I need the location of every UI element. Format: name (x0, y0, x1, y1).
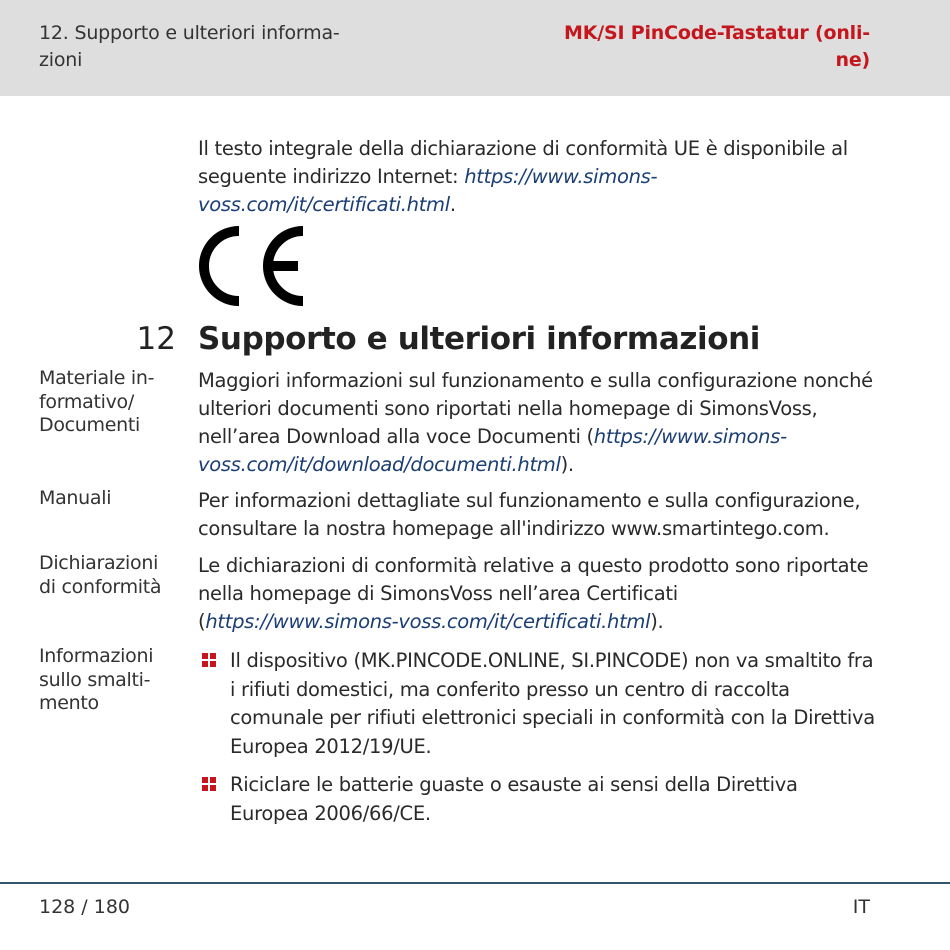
intro-suffix: . (449, 193, 456, 216)
declarations-suffix: ). (650, 610, 664, 633)
page-header (0, 0, 950, 96)
intro-paragraph (198, 135, 878, 219)
materials-text (198, 367, 878, 479)
intro-certificates-link[interactable]: https://www.simons-voss.com/it/certificati.html (198, 165, 658, 216)
materials-body: Maggiori informazioni sul funzionamento e sulla configurazione nonché ulteriori documenti sono riportati nella homepage di SimonsVoss, nell’area Download alla voce Documenti ( (198, 369, 873, 448)
manuals-label-line: Manuali (39, 487, 112, 509)
intro-text: Il testo integrale della dichiarazione di conformità UE è disponibile al seguente indirizzo Internet: (198, 137, 848, 188)
footer-divider (0, 882, 950, 884)
language-code: IT (852, 896, 870, 918)
product-header-line1: MK/SI PinCode-Tastatur (onli- (564, 22, 870, 44)
declarations-label (39, 552, 174, 599)
disposal-label-line: mento (39, 692, 99, 714)
disposal-label (39, 645, 174, 716)
chapter-header-line1: 12. Supporto e ulteriori informa- (39, 22, 340, 44)
materials-suffix: ). (560, 453, 574, 476)
product-header-line2: ne) (835, 49, 870, 71)
product-header (530, 20, 870, 74)
declarations-text (198, 552, 878, 636)
list-item-text: Il dispositivo (MK.PINCODE.ONLINE, SI.PINCODE) non va smaltito fra i rifiuti domestici, ma conferito presso un centro di raccolta comunale per rifiuti elettronici speciali in conformità con la Direttiva Europea 2012/19/UE. (230, 649, 875, 758)
disposal-list (198, 647, 878, 838)
page-number: 128 / 180 (39, 896, 131, 918)
disposal-label-line: sullo smalti- (39, 668, 151, 691)
declarations-label-line: di conformità (39, 575, 162, 598)
documents-link[interactable]: https://www.simons-voss.com/it/download/documenti.html (198, 425, 787, 476)
chapter-header-line2: zioni (39, 49, 83, 71)
list-item (198, 771, 878, 828)
declarations-body: Le dichiarazioni di conformità relative a questo prodotto sono riportate nella homepage di SimonsVoss nell’area Certificati ( (198, 554, 869, 633)
ce-mark-icon (198, 226, 308, 306)
materials-label (39, 367, 174, 438)
list-item-text: Riciclare le batterie guaste o esauste ai sensi della Direttiva Europea 2006/66/CE. (230, 773, 798, 825)
section-number: 12 (136, 321, 176, 357)
bullet-squares-icon (202, 653, 216, 667)
manuals-text: Per informazioni dettagliate sul funzionamento e sulla configurazione, consultare la nostra homepage all'indirizzo www.smartintego.com. (198, 489, 861, 540)
declarations-label-line: Dichiarazioni (39, 552, 159, 574)
materials-label-line: Documenti (39, 414, 141, 436)
certificates-link[interactable]: https://www.simons-voss.com/it/certificati.html (205, 610, 651, 633)
materials-label-line: formativo/ (39, 390, 134, 413)
chapter-header (39, 20, 359, 74)
manuals-label (39, 487, 174, 511)
section-title: Supporto e ulteriori informazioni (198, 321, 760, 357)
bullet-squares-icon (202, 777, 216, 791)
materials-label-line: Materiale in- (39, 367, 155, 389)
list-item (198, 647, 878, 761)
disposal-label-line: Informazioni (39, 645, 154, 667)
